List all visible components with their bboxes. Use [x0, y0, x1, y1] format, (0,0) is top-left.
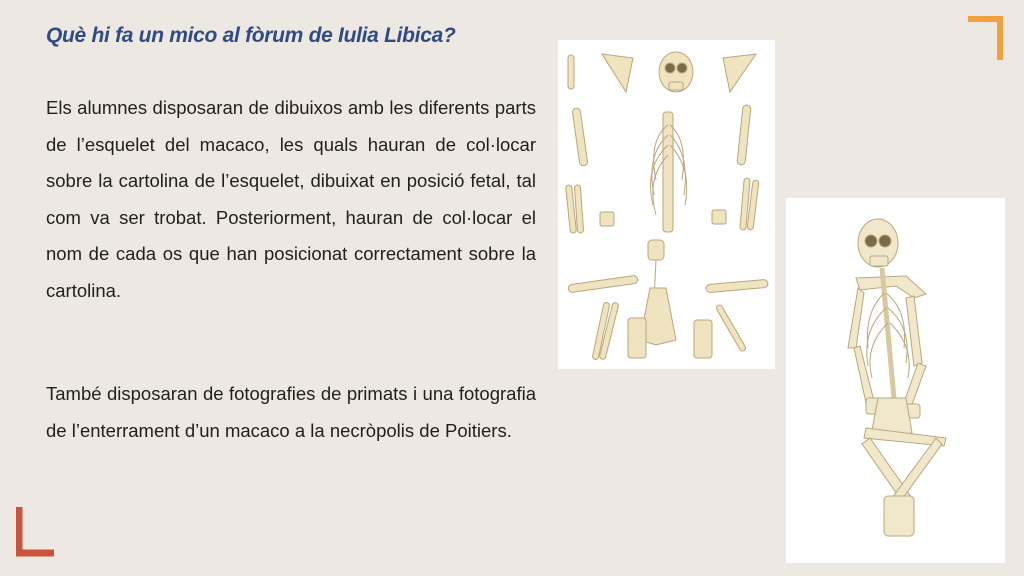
bones-illustration-image	[558, 40, 775, 369]
corner-bracket-bottom-left-icon	[16, 507, 54, 557]
skeleton-fetal-position-image	[786, 198, 1005, 563]
slide-title: Què hi fa un mico al fòrum de Iulia Libica?	[46, 24, 456, 47]
corner-bracket-top-right-icon	[968, 16, 1003, 60]
paragraph-activity: Els alumnes disposaran de dibuixos amb les diferents parts de l’esquelet del macaco, les quals hauran de col·locar sobre la cartolina de l’esquelet, dibuixat en posició fetal, tal com va ser trobat. Posteriorment, hauran de col·locar el nom de cada os que han posicionat correctament sobre la cartolina.	[46, 97, 536, 301]
paragraph-photos: També disposaran de fotografies de primats i una fotografia de l’enterrament d’un macaco a la necròpolis de Poitiers.	[46, 383, 536, 441]
